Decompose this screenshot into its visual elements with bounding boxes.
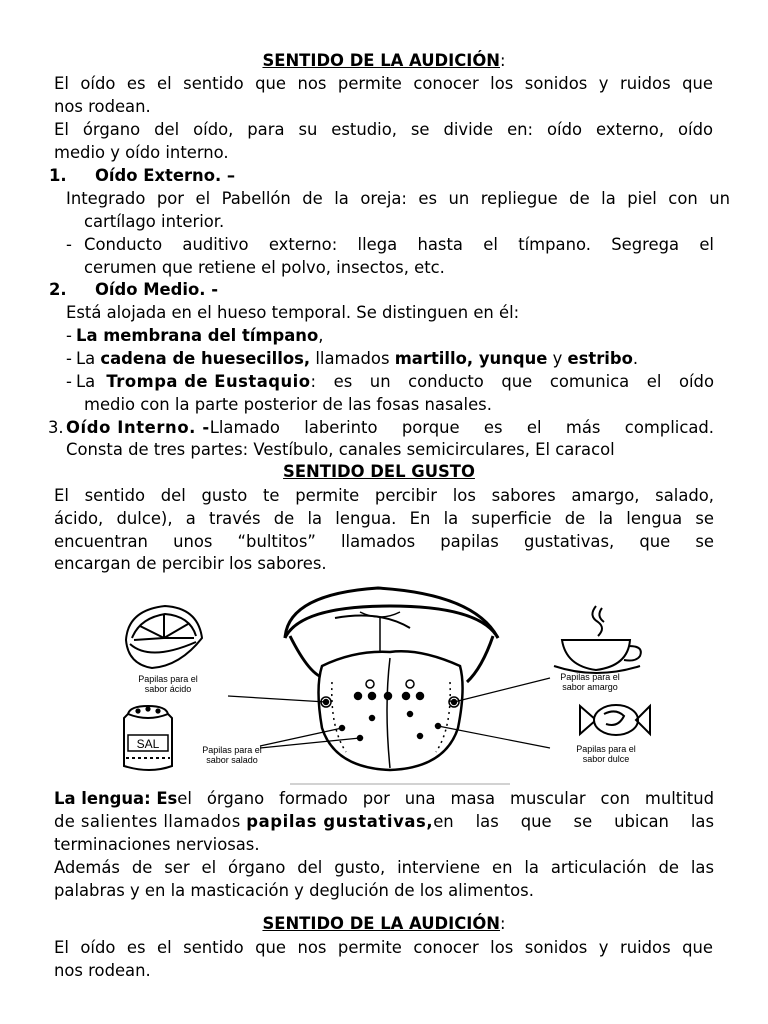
paragraph-line: Consta de tres partes: Vestíbulo, canales semicirculares, El caracol bbox=[66, 440, 615, 459]
section-title-audicion: SENTIDO DE LA AUDICIÓN: bbox=[262, 914, 506, 933]
paragraph-line: El oído es el sentido que nos permite conocer los sonidos y ruidos que bbox=[54, 938, 713, 957]
candy-icon bbox=[580, 705, 650, 735]
paragraph-line: nos rodean. bbox=[54, 97, 151, 116]
list-number: 2. bbox=[49, 280, 67, 299]
salt-shaker-icon bbox=[124, 706, 172, 770]
tongue-icon bbox=[319, 651, 463, 770]
paragraph-line: encargan de percibir los sabores. bbox=[54, 554, 327, 573]
paragraph-line: cerumen que retiene el polvo, insectos, etc. bbox=[84, 258, 445, 277]
paragraph-line: Está alojada en el hueso temporal. Se distinguen en él: bbox=[66, 303, 520, 322]
salt-label: SAL bbox=[136, 737, 160, 751]
paragraph-line: ácido, dulce), a través de la lengua. En la superficie de la lengua se bbox=[54, 509, 714, 528]
list-item: La cadena de huesecillos, llamados martillo, yunque y estribo. bbox=[76, 349, 639, 368]
paragraph-line: nos rodean. bbox=[54, 961, 151, 980]
paragraph-line: El oído es el sentido que nos permite conocer los sonidos y ruidos que bbox=[54, 74, 713, 93]
label-acido: sabor ácido bbox=[144, 684, 192, 694]
paragraph-line: encuentran unos “bultitos” llamados papilas gustativas, que se bbox=[54, 532, 714, 551]
paragraph-line: cartílago interior. bbox=[84, 212, 225, 231]
section-title-gusto: SENTIDO DEL GUSTO bbox=[283, 462, 475, 481]
list-number: 1. bbox=[49, 166, 67, 185]
paragraph-line: El sentido del gusto te permite percibir los sabores amargo, salado, bbox=[54, 486, 714, 505]
label-acido: Papilas para el bbox=[138, 674, 198, 684]
paragraph-line: La lengua: Es el órgano formado por una masa muscular con multitud bbox=[54, 789, 714, 808]
label-amargo: Papilas para el bbox=[560, 672, 620, 682]
paragraph-line: terminaciones nerviosas. bbox=[54, 835, 260, 854]
bullet-dash: - bbox=[66, 349, 72, 368]
bullet-dash: - bbox=[66, 235, 72, 254]
bullet-dash: - bbox=[66, 326, 72, 345]
bullet-dash: - bbox=[66, 372, 72, 391]
paragraph-line: Conducto auditivo externo: llega hasta el tímpano. Segrega el bbox=[84, 235, 714, 254]
paragraph-line: El órgano del oído, para su estudio, se divide en: oído externo, oído bbox=[54, 120, 713, 139]
lemon-icon bbox=[126, 606, 202, 668]
coffee-cup-icon bbox=[554, 606, 641, 673]
label-amargo: sabor amargo bbox=[562, 682, 618, 692]
heading-oido-externo: Oído Externo. – bbox=[95, 166, 236, 185]
label-dulce: sabor dulce bbox=[582, 754, 630, 764]
label-dulce: Papilas para el bbox=[576, 744, 636, 754]
label-salado: sabor salado bbox=[206, 755, 258, 765]
heading-oido-medio: Oído Medio. - bbox=[95, 280, 219, 299]
section-title-audicion: SENTIDO DE LA AUDICIÓN: bbox=[262, 51, 506, 70]
paragraph-line: Integrado por el Pabellón de la oreja: es un repliegue de la piel con un bbox=[66, 189, 730, 208]
list-item: La Trompa de Eustaquio : es un conducto que comunica el oído bbox=[76, 372, 714, 391]
list-item: Oído Interno. - Llamado laberinto porque es el más complicad. bbox=[66, 418, 714, 437]
tongue-diagram bbox=[110, 578, 670, 788]
list-item: La membrana del tímpano, bbox=[76, 326, 324, 345]
paragraph-line: medio con la parte posterior de las fosas nasales. bbox=[84, 395, 492, 414]
label-salado: Papilas para el bbox=[202, 745, 262, 755]
paragraph-line: Además de ser el órgano del gusto, interviene en la articulación de las bbox=[54, 858, 714, 877]
list-number: 3. bbox=[48, 418, 64, 437]
paragraph-line: palabras y en la masticación y deglución de los alimentos. bbox=[54, 881, 534, 900]
paragraph-line: de salientes llamados papilas gustativas, en las que se ubican las bbox=[54, 812, 714, 831]
paragraph-line: medio y oído interno. bbox=[54, 143, 229, 162]
